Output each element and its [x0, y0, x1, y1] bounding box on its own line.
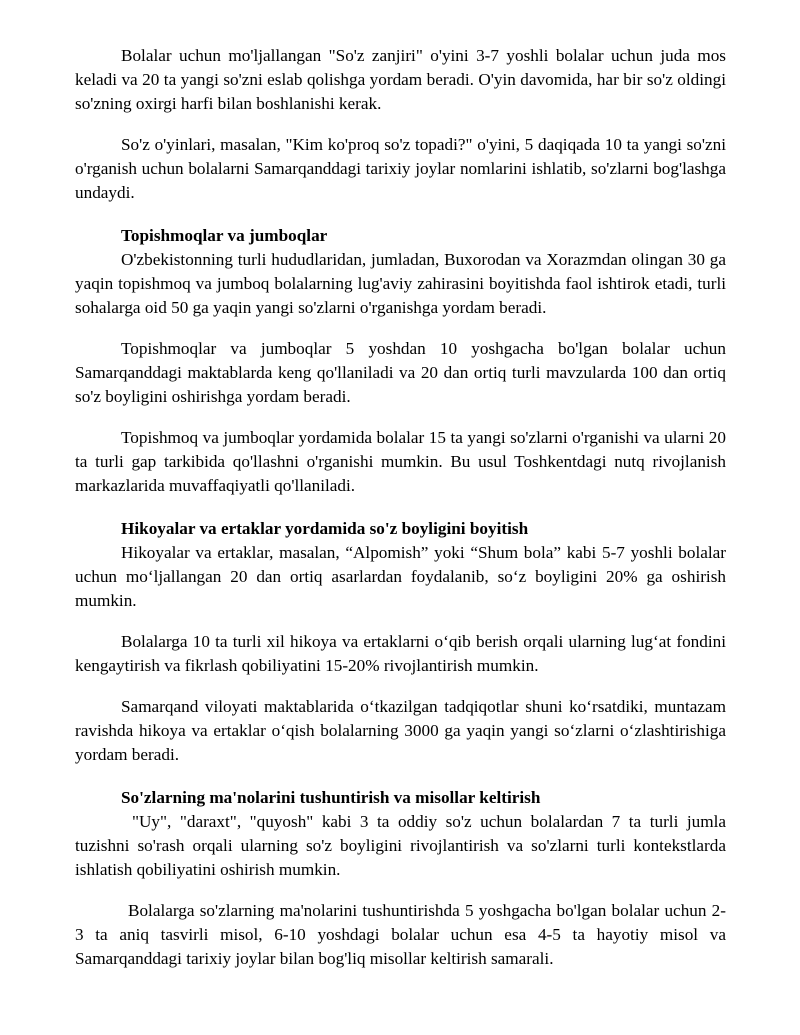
paragraph-word-chain-game: Bolalar uchun mo'ljallangan "So'z zanjiri" o'yini 3-7 yoshli bolalar uchun juda mos keladi va 20 ta yangi so'zni eslab qolishga yordam beradi. O'yin davomida, har bir so'z oldingi so'zning oxirgi harfi bilan boshlanishi kerak.	[75, 46, 726, 113]
heading-riddles: Topishmoqlar va jumboqlar	[121, 226, 328, 245]
heading-word-meanings: So'zlarning ma'nolarini tushuntirish va misollar keltirish	[121, 788, 541, 807]
paragraph-riddles-usage: Topishmoq va jumboqlar yordamida bolalar 15 ta yangi so'zlarni o'rganishi va ularni 20 ta turli gap tarkibida qo'llashni o'rganishi mumkin. Bu usul Toshkentdagi nutq rivojlanish markazlarida muvaffaqiyatli qo'llaniladi.	[75, 428, 726, 495]
paragraph-stories-research: Samarqand viloyati maktablarida o‘tkazilgan tadqiqotlar shuni ko‘rsatdiki, muntazam ravishda hikoya va ertaklar o‘qish bolalarning 3000 ga yaqin yangi so‘zlarni o‘zlashtirishiga yordam beradi.	[75, 697, 726, 764]
paragraph-simple-words: "Uy", "daraxt", "quyosh" kabi 3 ta oddiy so'z uchun bolalardan 7 ta turli jumla tuzishni so'rash orqali ularning so'z boyligini rivojlantirish va so'zlarni turli kontekstlarda ishlatish qobiliyatini oshirish mumkin.	[75, 812, 726, 879]
document-page	[75, 44, 726, 971]
paragraph-riddles-regions: O'zbekistonning turli hududlaridan, jumladan, Buxorodan va Xorazmdan olingan 30 ga yaqin topishmoq va jumboq bolalarning lug'aviy zahirasini boyitishda faol ishtirok etadi, turli sohalarga oid 50 ga yaqin yangi so'zlarni o'rganishga yordam beradi.	[75, 250, 726, 317]
paragraph-word-games: So'z o'yinlari, masalan, "Kim ko'proq so'z topadi?" o'yini, 5 daqiqada 10 ta yangi so'zni o'rganish uchun bolalarni Samarqanddagi tarixiy joylar nomlarini ishlatib, so'zlarni bog'lashga undaydi.	[75, 135, 726, 202]
paragraph-stories-reading: Bolalarga 10 ta turli xil hikoya va ertaklarni o‘qib berish orqali ularning lug‘at fondini kengaytirish va fikrlash qobiliyatini 15-20% rivojlantirish mumkin.	[75, 632, 726, 675]
heading-stories: Hikoyalar va ertaklar yordamida so'z boyligini boyitish	[121, 519, 529, 538]
paragraph-stories-examples: Hikoyalar va ertaklar, masalan, “Alpomish” yoki “Shum bola” kabi 5-7 yoshli bolalar uchun mo‘ljallangan 20 dan ortiq asarlardan foydalanib, so‘z boyligini 20% ga oshirish mumkin.	[75, 543, 726, 610]
paragraph-explaining-meanings: Bolalarga so'zlarning ma'nolarini tushuntirishda 5 yoshgacha bo'lgan bolalar uchun 2-3 ta aniq tasvirli misol, 6-10 yoshdagi bolalar uchun esa 4-5 ta hayotiy misol va Samarqanddagi tarixiy joylar bilan bog'liq misollar keltirish samarali.	[75, 901, 726, 968]
paragraph-riddles-schools: Topishmoqlar va jumboqlar 5 yoshdan 10 yoshgacha bo'lgan bolalar uchun Samarqanddagi maktablarda keng qo'llaniladi va 20 dan ortiq turli mavzularda 100 dan ortiq so'z boyligini oshirishga yordam beradi.	[75, 339, 726, 406]
